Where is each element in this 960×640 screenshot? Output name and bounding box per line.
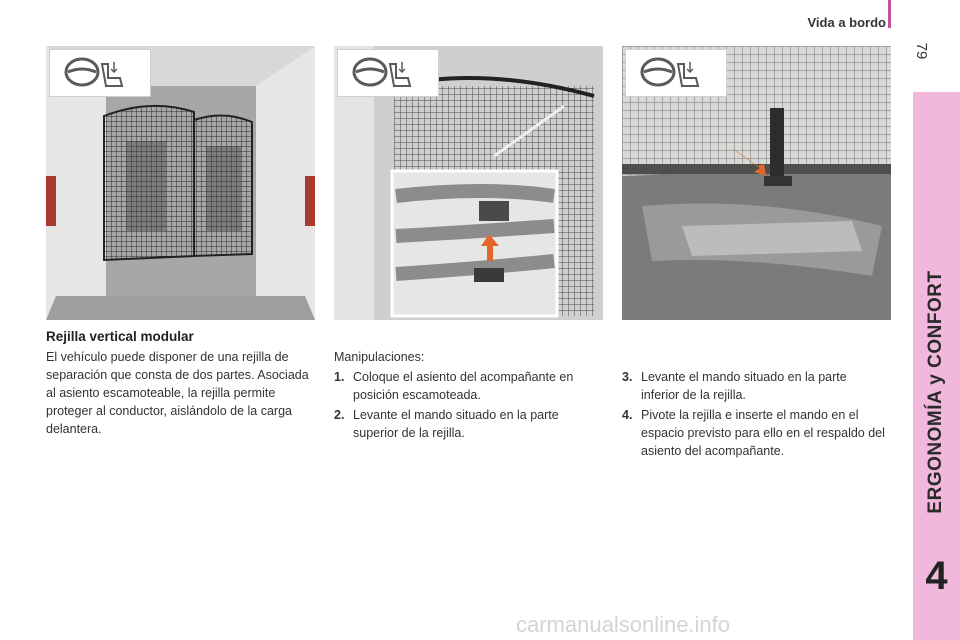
step-text: Pivote la rejilla e inserte el mando en el espacio previsto para ello en el respaldo del asiento del acompañante.: [641, 408, 885, 458]
steering-wheel-seat-icon: [62, 56, 138, 90]
step-text: Levante el mando situado en la parte inferior de la rejilla.: [641, 370, 847, 402]
figure-grille-pivot: [622, 46, 891, 320]
page-number: 79: [913, 42, 930, 60]
steering-wheel-seat-icon: [638, 56, 714, 90]
step-number: 1.: [334, 370, 345, 384]
header-accent-bar: [888, 0, 891, 28]
section-heading: Rejilla vertical modular: [46, 329, 194, 344]
step-number: 2.: [334, 408, 345, 422]
figure-cargo-grille: [46, 46, 315, 320]
step-number: 3.: [622, 370, 633, 384]
chapter-tab: [913, 92, 960, 640]
step-1: [334, 368, 599, 404]
chapter-number: 4: [925, 554, 948, 598]
step-2: [334, 406, 599, 442]
step-4: [622, 406, 887, 460]
watermark: carmanualsonline.info: [516, 612, 731, 637]
section-body: El vehículo puede disponer de una rejilla de separación que consta de dos partes. Asociada al asiento escamoteable, la rejilla permite proteger al conductor, aislándolo de la carga delantera.: [46, 350, 309, 436]
steering-wheel-seat-icon: [350, 56, 426, 90]
running-header: Vida a bordo: [807, 15, 886, 30]
seat-adjust-icon-badge: [337, 49, 439, 97]
step-number: 4.: [622, 408, 633, 422]
step-text: Coloque el asiento del acompañante en posición escamoteada.: [353, 370, 574, 402]
manipulations-intro: Manipulaciones:: [334, 350, 425, 364]
chapter-title: ERGONOMÍA y CONFORT: [925, 270, 946, 514]
seat-adjust-icon-badge: [625, 49, 727, 97]
step-text: Levante el mando situado en la parte superior de la rejilla.: [353, 408, 559, 440]
step-3: [622, 368, 887, 404]
seat-adjust-icon-badge: [49, 49, 151, 97]
figure-grille-handle: [334, 46, 603, 320]
